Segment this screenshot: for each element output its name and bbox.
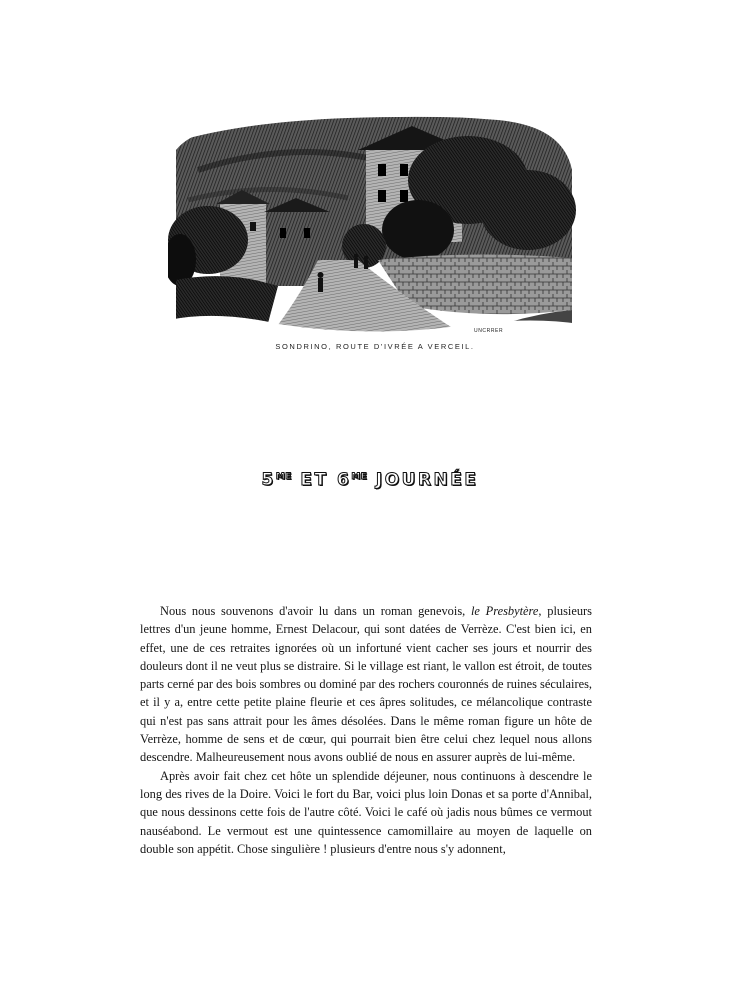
illustration-caption: SONDRINO, ROUTE D'IVRÉE A VERCEIL.: [275, 342, 475, 351]
chapter-sup-2: ME: [351, 472, 368, 482]
chapter-num-2: 6: [337, 470, 352, 490]
book-title: le Presbytère: [470, 604, 539, 618]
paragraph-2: Après avoir fait chez cet hôte un splendide déjeuner, nous continuons à descendre le long des rives de la Doire. Voici le fort du Bar, voici plus loin Donas et sa porte d'Annibal, que nous dessinons cette fois de l'autre côté. Voici le café où jadis nous bûmes ce vermout nauséabond. Le vermout est une quintessence camomillaire au moyen de laquelle on double son appétit. Chose singulière ! plusieurs d'entre nous s'y adonnent,: [140, 768, 592, 856]
chapter-title: [160, 470, 580, 490]
engraving-illustration: [168, 110, 580, 338]
engraver-signature: UNCRRER: [474, 328, 504, 334]
chapter-sup-1: ME: [275, 472, 292, 482]
body-text: [140, 602, 592, 858]
chapter-num-1: 5: [261, 470, 276, 490]
chapter-word: JOURNÉE: [375, 470, 479, 490]
paragraph-1: Nous nous souvenons d'avoir lu dans un roman genevois, le Presbytère, plusieurs lettres d'un jeune homme, Ernest Delacour, qui sont datées de Verrèze. C'est bien ici, en effet, une de ces retraites ignorées où un infortuné vient cacher ses jours et nourrir des douleurs dont il ne veut plus se distraire. Si le village est riant, le vallon est étroit, de toutes parts cerné par des bois sombres ou dominé par des rochers couronnés de ruines séculaires, et il y a, entre cette petite plaine fleurie et ces âpres solitudes, ce mélancolique contraste qui n'est pas sans attrait pour les âmes désolées. Dans le même roman figure un hôte de Verrèze, homme de sens et de cœur, qui pourrait bien être celui chez lequel nous allons descendre. Malheureusement nous avons oublié de nous en assurer auprès de lui-même.: [140, 604, 593, 765]
chapter-mid: ET: [300, 470, 329, 490]
